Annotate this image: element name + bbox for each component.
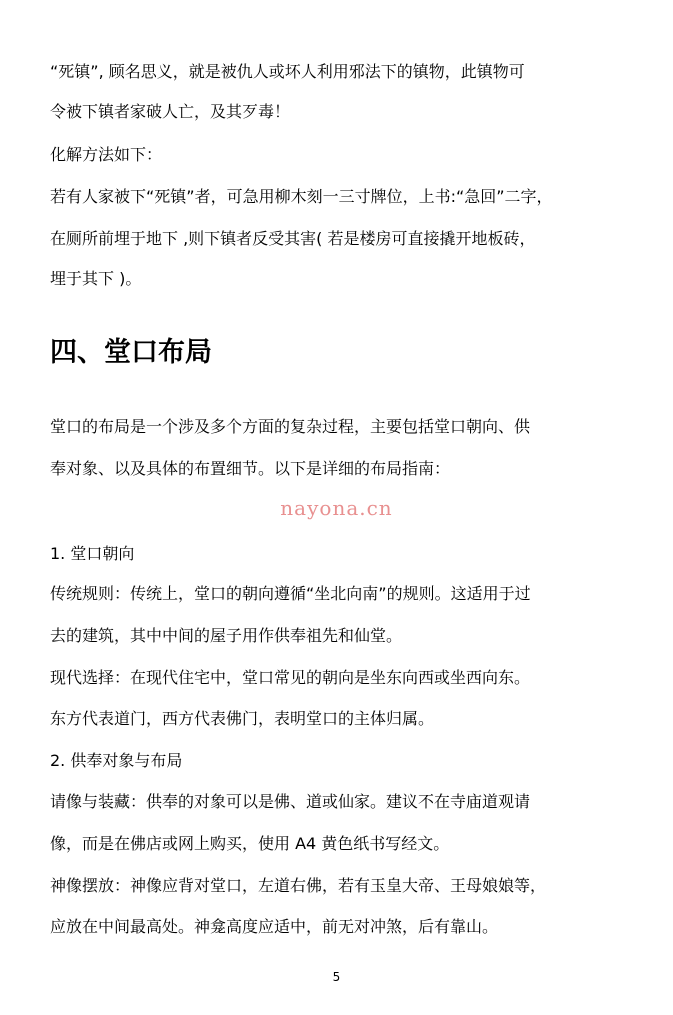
paragraph-line: 若有人家被下“死镇”者，可急用柳木刻一三寸牌位，上书:“急回”二字， (50, 187, 553, 206)
body-line: 神像摆放：神像应背对堂口，左道右佛，若有玉皇大帝、王母娘娘等， (50, 876, 547, 895)
paragraph-line: 埋于其下 )。 (50, 269, 142, 288)
body-line: 去的建筑，其中中间的屋子用作供奉祖先和仙堂。 (50, 626, 403, 645)
paragraph-line: “死镇”, 顾名思义，就是被仇人或坏人利用邪法下的镇物，此镇物可 (50, 62, 525, 81)
paragraph-line: 化解方法如下： (50, 145, 163, 164)
intro-line: 堂口的布局是一个涉及多个方面的复杂过程，主要包括堂口朝向、供 (50, 417, 531, 436)
body-line: 东方代表道门，西方代表佛门，表明堂口的主体归属。 (50, 709, 435, 728)
watermark-text: nayona.cn (280, 496, 393, 520)
page-number: 5 (332, 970, 341, 984)
list-heading: 2. 供奉对象与布局 (50, 751, 183, 770)
list-heading: 1. 堂口朝向 (50, 544, 135, 563)
body-line: 请像与装藏：供奉的对象可以是佛、道或仙家。建议不在寺庙道观请 (50, 792, 531, 811)
body-line: 应放在中间最高处。神龛高度应适中，前无对冲煞，后有靠山。 (50, 917, 499, 936)
paragraph-line: 令被下镇者家破人亡，及其歹毒！ (50, 102, 291, 121)
section-heading: 四、堂口布局 (50, 337, 212, 368)
body-line: 现代选择：在现代住宅中，堂口常见的朝向是坐东向西或坐西向东。 (50, 668, 531, 687)
body-line: 传统规则：传统上，堂口的朝向遵循“坐北向南”的规则。这适用于过 (50, 584, 531, 603)
intro-line: 奉对象、以及具体的布置细节。以下是详细的布局指南： (50, 459, 451, 478)
paragraph-line: 在厕所前埋于地下 ,则下镇者反受其害( 若是楼房可直接撬开地板砖， (50, 229, 536, 248)
body-line: 像，而是在佛店或网上购买，使用 A4 黄色纸书写经文。 (50, 834, 450, 853)
